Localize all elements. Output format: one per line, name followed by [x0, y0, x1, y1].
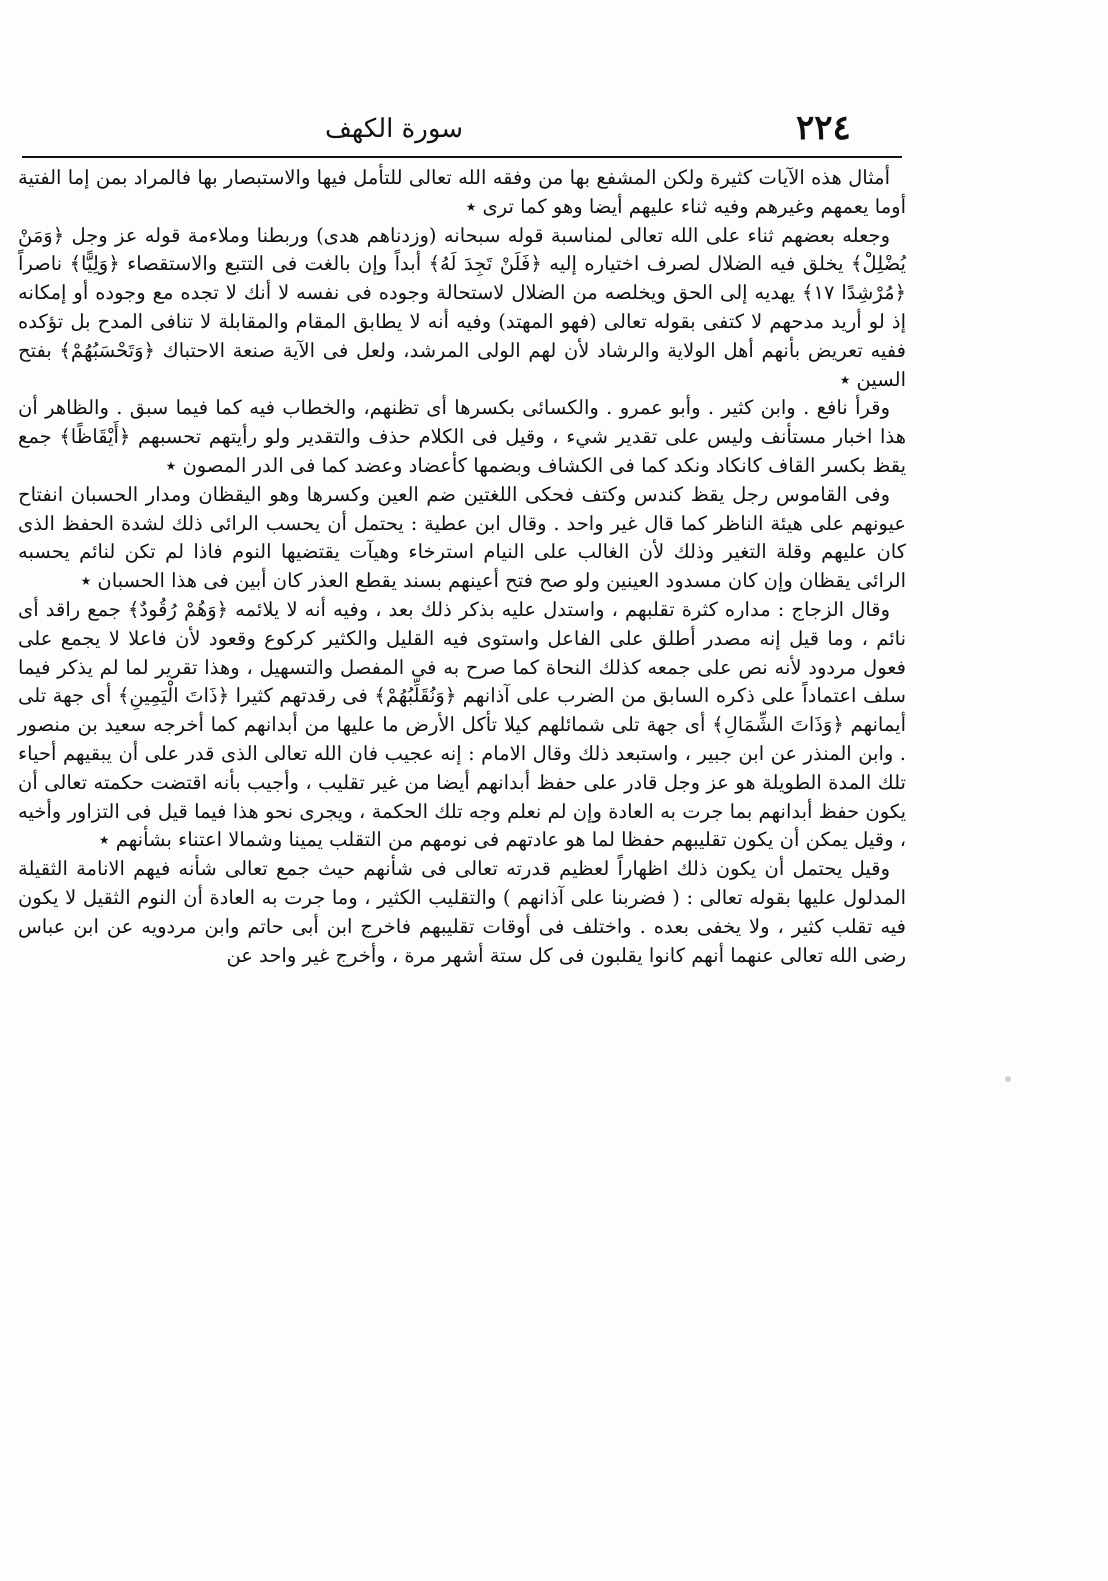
paragraph: وجعله بعضهم ثناء على الله تعالى لمناسبة قوله سبحانه (وزدناهم هدى) وربطنا وملاءمة قوله عز وجل ﴿وَمَنْ يُضْلِلْ﴾ يخلق فيه الضلال لصرف اختياره إليه ﴿فَلَنْ تَجِدَ لَهُ﴾ أبداً وإن بالغت فى التتبع والاستقصاء ﴿وَلِيًّا﴾ ناصراً ﴿مُرْشِدًا ١٧﴾ يهديه إلى الحق ويخلصه من الضلال لاستحالة وجوده فى نفسه لا أنك لا تجده مع وجوده أو إمكانه إذ لو أريد مدحهم لا كتفى بقوله تعالى (فهو المهتد) وفيه أنه لا يطابق المقام والمقابلة لا تنافى المدح بل تؤكده ففيه تعريض بأنهم أهل الولاية والرشاد لأن لهم الولى المرشد، ولعل فى الآية صنعة الاحتباك ﴿وَتَحْسَبُهُمْ﴾ بفتح السين ٭	[18, 223, 906, 391]
body-text	[18, 164, 906, 970]
paragraph: وقيل يحتمل أن يكون ذلك اظهاراً لعظيم قدرته تعالى فى شأنهم حيث جمع تعالى شأنه فيهم الانامة الثقيلة المدلول عليها بقوله تعالى : ( فضربنا على آذانهم ) والتقليب الكثير ، وما جرت به العادة أن النوم الثقيل لا يكون فيه تقلب كثير ، ولا يخفى بعده . واختلف فى أوقات تقليبهم فاخرج ابن أبى حاتم وابن مردويه عن ابن عباس رضى الله تعالى عنهما أنهم كانوا يقلبون فى كل ستة أشهر مرة ، وأخرج غير واحد عن	[18, 857, 906, 967]
scan-speck	[1005, 1076, 1011, 1082]
paragraph: وقرأ نافع . وابن كثير . وأبو عمرو . والكسائى بكسرها أى تظنهم، والخطاب فيه كما فيما سبق . والظاهر أن هذا اخبار مستأنف وليس على تقدير شيء ، وقيل فى الكلام حذف والتقدير ولو رأيتهم تحسبهم ﴿أَيْقَاظًا﴾ جمع يقظ بكسر القاف كانكاد ونكد كما فى الكشاف وبضمها كأعضاد وعضد كما فى الدر المصون ٭	[18, 396, 906, 477]
header-rule	[22, 156, 902, 158]
paragraph: وقال الزجاج : مداره كثرة تقلبهم ، واستدل عليه بذكر ذلك بعد ، وفيه أنه لا يلائمه ﴿وَهُمْ رُقُودٌ﴾ جمع راقد أى نائم ، وما قيل إنه مصدر أطلق على الفاعل واستوى فيه القليل والكثير كركوع وقعود لأن فاعلا لا يجمع على فعول مردود لأنه نص على جمعه كذلك النحاة كما صرح به فى المفصل والتسهيل ، وهذا تقرير لما لم يذكر فيما سلف اعتماداً على ذكره السابق من الضرب على آذانهم ﴿وَنُقَلِّبُهُمْ﴾ فى رقدتهم كثيرا ﴿ذَاتَ الْيَمِينِ﴾ أى جهة تلى أيمانهم ﴿وَذَاتَ الشِّمَالِ﴾ أى جهة تلى شمائلهم كيلا تأكل الأرض ما عليها من أبدانهم كما أخرجه سعيد بن منصور . وابن المنذر عن ابن جبير ، واستبعد ذلك وقال الامام : إنه عجيب فان الله تعالى الذى قدر على أن يبقيهم أحياء تلك المدة الطويلة هو عز وجل قادر على حفظ أبدانهم أيضا من غير تقليب ، وأجيب بأنه اقتضت حكمته تعالى أن يكون حفظ أبدانهم بما جرت به العادة وإن لم نعلم وجه تلك الحكمة ، ويجرى نحو هذا فيما قيل فى التزاور وأخيه ، وقيل يمكن أن يكون تقليبهم حفظا لما هو عادتهم فى نومهم من التقلب يمينا وشمالا اعتناء بشأنهم ٭	[18, 597, 906, 852]
paragraph: وفى القاموس رجل يقظ كندس وكتف فحكى اللغتين ضم العين وكسرها وهو اليقظان ومدار الحسبان انفتاح عيونهم على هيئة الناظر كما قال غير واحد . وقال ابن عطية : يحتمل أن يحسب الرائى ذلك لشدة الحفظ الذى كان عليهم وقلة التغير وذلك لأن الغالب على النيام استرخاء وهيآت يقتضيها النوم فاذا لم تكن لنائم يحسبه الرائى يقظان وإن كان مسدود العينين ولو صح فتح أعينهم بسند يقطع العذر كان أبين فى هذا الحسبان ٭	[18, 482, 906, 593]
paragraph: أمثال هذه الآيات كثيرة ولكن المشفع بها من وفقه الله تعالى للتأمل فيها والاستبصار بها فالمراد بمن إما الفتية أوما يعمهم وغيرهم وفيه ثناء عليهم أيضا وهو كما ترى ٭	[18, 166, 906, 218]
page-number: ٢٢٤	[796, 108, 851, 148]
page-header	[0, 108, 1108, 156]
running-title: سورة الكهف	[325, 114, 464, 144]
